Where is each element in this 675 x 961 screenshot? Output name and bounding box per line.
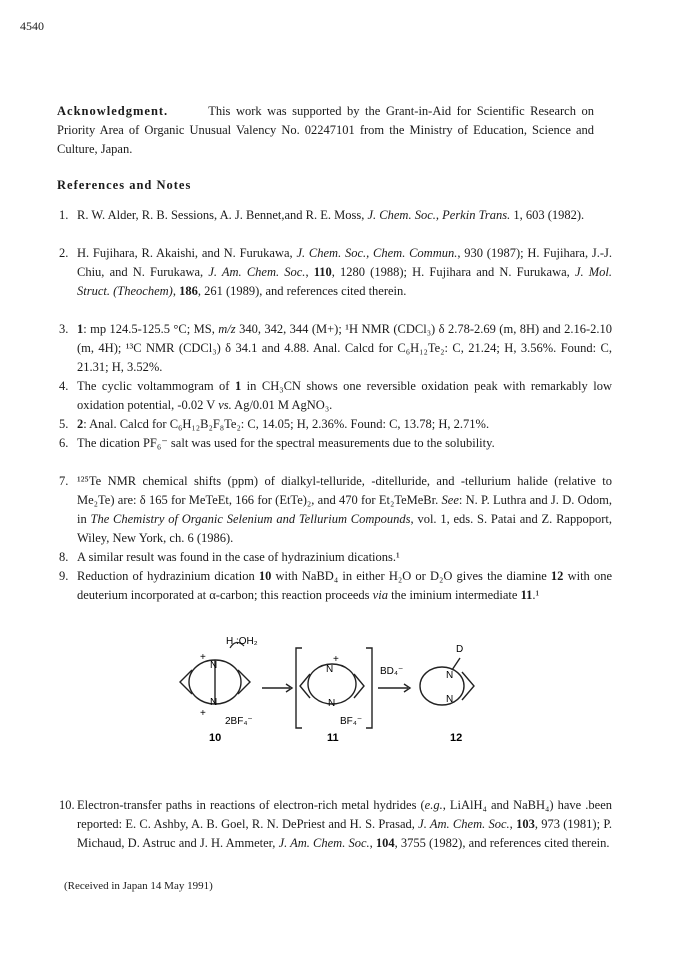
reference-10 <box>59 796 612 853</box>
reference-text-run: J. Am. Chem. Soc. <box>418 817 510 831</box>
reference-text-run: 2 <box>77 417 84 431</box>
reference-number: 8. <box>59 550 69 564</box>
reference-text-run: A similar result was found in the case of hydrazinium dications.¹ <box>77 550 400 564</box>
label-12: 12 <box>450 732 463 744</box>
acknowledgment-text: This work was supported by the Grant-in-Aid for Scientific Research on Priority Area of Organic Unusual Valency No. 02247101 from the Ministry of Education, Science and Culture, Japan. <box>57 104 594 156</box>
reference-number: 1. <box>59 208 69 222</box>
reference-3 <box>59 320 612 377</box>
reference-text-run: , vol. 1, eds. S. Patai and Z. Rappoport, Wiley, New York, ch. 6 (1986). <box>77 512 612 545</box>
reference-text-run: : mp 124.5-125.5 °C; MS, <box>83 322 219 336</box>
reference-number: 6. <box>59 436 69 450</box>
reference-text-run: , <box>172 284 180 298</box>
reference-text-run: 186 <box>179 284 198 298</box>
reference-text-run: , 930 (1987); H. Fujihara, J.-J. Chiu, and N. Furukawa, <box>77 246 612 279</box>
reference-text-run: e.g. <box>424 798 443 812</box>
reference-text-run: , LiAlH₄ and NaBH₄) have .been reported: E. C. Ashby, A. B. Goel, R. N. DePriest and H. S. Prasad, <box>77 798 612 831</box>
reference-text-run: 1 <box>234 379 242 393</box>
reference-text-run: The dication PF₆⁻ salt was used for the spectral measurements due to the solubility. <box>77 436 495 450</box>
reference-text-run: , 1280 (1988); H. Fujihara and N. Furukawa, <box>331 265 575 279</box>
reference-4 <box>59 377 612 415</box>
reference-5 <box>59 415 612 434</box>
reference-text-run: R. W. Alder, R. B. Sessions, A. J. Bennet,and R. E. Moss, <box>77 208 368 222</box>
page-number: 4540 <box>20 19 44 33</box>
reference-text-run: : Anal. Calcd for C₆H₁₂B₂F₈Te₂: C, 14.05; H, 2.36%. Found: C, 13.78; H, 2.71%. <box>83 417 490 431</box>
water-label: H :OH₂ <box>226 636 258 647</box>
reference-number: 9. <box>59 569 69 583</box>
reference-text-run: , <box>305 265 314 279</box>
reference-text-run: J. Chem. Soc., Chem. Commun. <box>296 246 458 260</box>
reference-text-run: , 3755 (1982), and references cited therein. <box>394 836 610 850</box>
reference-text-run: .¹ <box>532 588 540 602</box>
received-date: (Received in Japan 14 May 1991) <box>64 880 213 892</box>
reference-text-run: See <box>441 493 459 507</box>
reference-text-run: 12 <box>550 569 564 583</box>
reference-text-run: , 973 (1981); P. Michaud, D. Astruc and J. H. Ammeter, <box>77 817 613 850</box>
compound-11-n-top: N <box>326 664 334 675</box>
bracket-right <box>366 648 372 728</box>
compound-10-charge-bottom: + <box>200 708 206 719</box>
reference-text-run: Reduction of hydrazinium dication <box>77 569 259 583</box>
reference-text-run: 10 <box>258 569 272 583</box>
reference-text-run: 104 <box>375 836 395 850</box>
reference-text-run: , <box>369 836 376 850</box>
reference-text-run: vs. <box>218 398 232 412</box>
references-title: References and Notes <box>57 178 192 192</box>
reference-8 <box>59 548 612 567</box>
reference-text-run: with NaBD₄ in either H₂O or D₂O gives the diamine <box>271 569 551 583</box>
reference-1 <box>59 206 612 225</box>
reference-text-run: via <box>372 588 388 602</box>
reference-text-run: 340, 342, 344 (M+); ¹H NMR (CDCl₃) δ 2.78-2.69 (m, 8H) and 2.16-2.10 (m, 4H); ¹³C NMR (CDCl₃) δ 34.1 and 4.88. Anal. Calcd for C₆H₁₂Te₂: C, 21.24; H, 3.56%. Found: C, 21.31; H, 3.52%. <box>77 322 613 374</box>
reference-text-run: The Chemistry of Organic Selenium and Tellurium Compounds <box>90 512 411 526</box>
acknowledgment-heading: Acknowledgment. <box>57 104 169 118</box>
reference-number: 2. <box>59 246 69 260</box>
reference-text-run: Electron-transfer paths in reactions of electron-rich metal hydrides ( <box>77 798 425 812</box>
reference-text-run: Ag/0.01 M AgNO₃. <box>231 398 333 412</box>
reference-text-run: ¹²⁵Te NMR chemical shifts (ppm) of dialkyl-telluride, -ditelluride, and -tellurium halide (relative to Me₂Te) are: δ 165 for MeTeEt, 166 for (EtTe)₂, and 470 for Et₂TeMeBr. <box>77 474 612 507</box>
reference-text-run: 110 <box>313 265 332 279</box>
reference-text-run: J. Mol. Struct. (Theochem) <box>77 265 613 298</box>
reference-text-run: : N. P. Luthra and J. D. Odom, in <box>77 493 612 526</box>
reference-text-run: J. Am. Chem. Soc. <box>278 836 370 850</box>
reference-text-run: 1 <box>77 322 84 336</box>
reference-text-run: with one deuterium incorporated at α-carbon; this reaction proceeds <box>77 569 613 602</box>
reference-text-run: m/z <box>218 322 236 336</box>
compound-12-n-top: N <box>446 670 454 681</box>
compound-10-n-top: N <box>210 660 218 671</box>
acknowledgment <box>57 102 594 159</box>
reference-text-run: 103 <box>516 817 535 831</box>
reference-7 <box>59 472 612 548</box>
reference-number: 10. <box>59 798 75 812</box>
reference-text-run: the iminium intermediate <box>387 588 521 602</box>
salt-10: 2BF₄⁻ <box>225 716 253 727</box>
label-11: 11 <box>327 732 339 744</box>
reference-number: 3. <box>59 322 69 336</box>
compound-12-n-bottom: N <box>446 694 454 705</box>
reaction-scheme <box>170 630 490 780</box>
reference-2 <box>59 244 612 301</box>
reference-9 <box>59 567 612 605</box>
deuterium-label: D <box>456 644 464 655</box>
reference-text-run: J. Am. Chem. Soc. <box>208 265 306 279</box>
reference-number: 4. <box>59 379 69 393</box>
reference-text-run: H. Fujihara, R. Akaishi, and N. Furukawa, <box>77 246 297 260</box>
reagent-label: BD₄⁻ <box>380 666 404 677</box>
reference-text-run: , 261 (1989), and references cited therein. <box>197 284 407 298</box>
reference-text-run: 11 <box>520 588 533 602</box>
compound-11-charge: + <box>333 654 339 665</box>
reference-text-run: 1, 603 (1982). <box>510 208 585 222</box>
compound-10-n-bottom: N <box>210 697 218 708</box>
reference-number: 7. <box>59 474 69 488</box>
reference-text-run: in CH₃CN shows one reversible oxidation peak with remarkably low oxidation potential, -0.02 V <box>77 379 612 412</box>
reference-number: 5. <box>59 417 69 431</box>
reference-text-run: J. Chem. Soc., Perkin Trans. <box>367 208 511 222</box>
reference-text-run: , <box>509 817 517 831</box>
compound-10-charge-top: + <box>200 652 206 663</box>
compound-11-n-bottom: N <box>328 698 336 709</box>
reference-6 <box>59 434 612 453</box>
salt-11: BF₄⁻ <box>340 716 363 727</box>
reference-text-run: The cyclic voltammogram of <box>77 379 235 393</box>
label-10: 10 <box>209 732 222 744</box>
